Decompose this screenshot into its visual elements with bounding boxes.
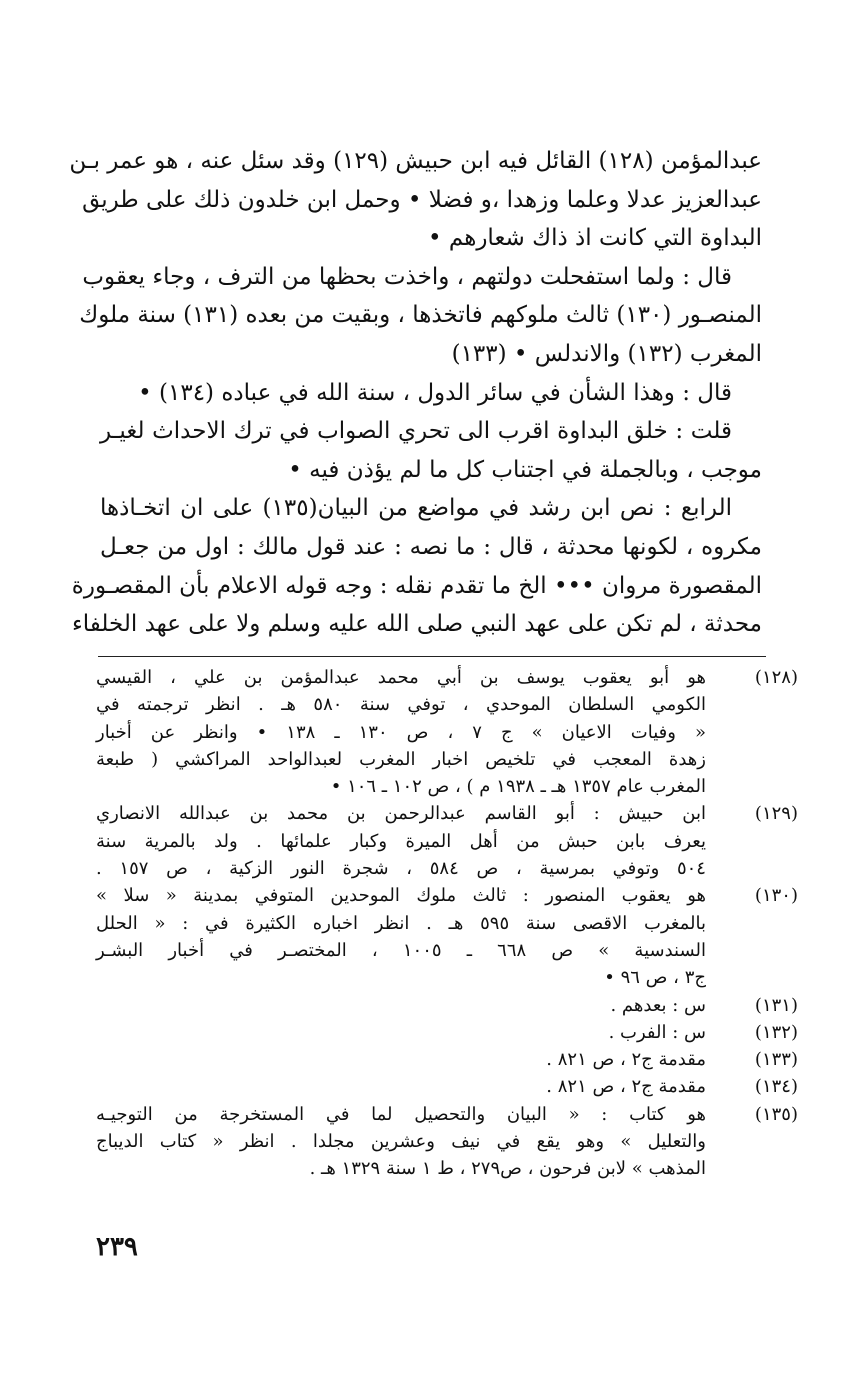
footnote-divider <box>98 656 766 657</box>
footnote <box>96 882 798 991</box>
footnote-number: (١٣٣) <box>754 1049 798 1071</box>
footnote <box>96 800 798 882</box>
footnote-line: بالمغرب الاقصى سنة ٥٩٥ هـ . انظر اخباره الكثيرة في : « الحلل <box>96 912 706 934</box>
footnote-number: (١٣٢) <box>754 1021 798 1043</box>
text-line: محدثة ، لم تكن على عهد النبي صلى الله عليه وسلم ولا على عهد الخلفاء <box>71 611 762 638</box>
text-line: مكروه ، لكونها محدثة ، قال : ما نصه : عند قول مالك : اول من جعـل <box>100 533 762 560</box>
text-line: قلت : خلق البداوة اقرب الى تحري الصواب في ترك الاحداث لغيـر <box>100 418 732 445</box>
footnote <box>96 664 798 800</box>
footnote-line: هو كتاب : « البيان والتحصيل لما في المستخرجة من التوجيـه <box>96 1103 706 1125</box>
footnote <box>96 1073 798 1100</box>
text-line: عبدالمؤمن (١٢٨) القائل فيه ابن حبيش (١٢٩) وقد سئل عنه ، هو عمر بـن <box>69 148 762 174</box>
main-text <box>69 142 762 644</box>
footnote-line: مقدمة ج٢ ، ص ٨٢١ . <box>546 1076 706 1098</box>
footnote <box>96 992 798 1019</box>
footnote-text <box>96 664 706 800</box>
footnote-number: (١٢٩) <box>754 803 798 825</box>
footnote-line: س : بعدهم . <box>610 994 706 1016</box>
footnote-text <box>96 1019 706 1046</box>
footnote-line: ٥٠٤ وتوفي بمرسية ، ص ٥٨٤ ، شجرة النور الزكية ، ص ١٥٧ . <box>96 858 706 880</box>
footnote-line: ابن حبيش : أبو القاسم عبدالرحمن بن محمد بن عبدالله الانصاري <box>96 803 706 825</box>
text-line: البداوة التي كانت اذ ذاك شعارهم • <box>428 225 762 252</box>
footnote-line: المذهب » لابن فرحون ، ص٢٧٩ ، ط ١ سنة ١٣٢٩ هـ . <box>309 1158 706 1180</box>
footnote <box>96 1101 798 1183</box>
footnote-number: (١٣٤) <box>754 1076 798 1098</box>
footnote-text <box>96 1073 706 1100</box>
text-line: موجب ، وبالجملة في اجتناب كل ما لم يؤذن فيه • <box>288 456 762 483</box>
text-line: قال : ولما استفحلت دولتهم ، واخذت بحظها من الترف ، وجاء يعقوب <box>82 263 732 290</box>
text-line: المغرب (١٣٢) والاندلس • (١٣٣) <box>451 340 762 367</box>
footnote-line: والتعليل » وهو يقع في نيف وعشرين مجلدا . انظر « كتاب الديباج <box>96 1131 706 1153</box>
text-line: الرابع : نص ابن رشد في مواضع من البيان(١٣٥) على ان اتخـاذها <box>100 495 732 522</box>
footnote-line: السندسية » ص ٦٦٨ ـ ١٠٠٥ ، المختصـر في أخبار البشـر <box>96 939 707 961</box>
footnote-line: س : الفرب . <box>608 1021 706 1043</box>
footnote-number: (١٢٨) <box>754 667 798 688</box>
footnote-line: « وفيات الاعيان » ج ٧ ، ص ١٣٠ ـ ١٣٨ • وانظر عن أخبار <box>96 721 706 743</box>
footnotes <box>96 664 798 1183</box>
footnote-number: (١٣٥) <box>754 1103 798 1125</box>
footnote-line: الكومي السلطان الموحدي ، توفي سنة ٥٨٠ هـ . انظر ترجمته في <box>96 694 706 716</box>
footnote-text <box>96 992 706 1019</box>
footnote-line: مقدمة ج٢ ، ص ٨٢١ . <box>546 1049 706 1071</box>
footnote-line: يعرف بابن حبش من أهل الميرة وكبار علمائها . ولد بالمرية سنة <box>96 830 706 852</box>
page-number: ٢٣٩ <box>96 1232 138 1262</box>
footnote-line: ج٣ ، ص ٩٦ • <box>604 967 706 989</box>
footnote <box>96 1019 798 1046</box>
footnote-line: زهدة المعجب في تلخيص اخبار المغرب لعبدالواحد المراكشي ( طبعة <box>96 748 706 770</box>
footnote-text <box>96 1046 706 1073</box>
text-line: عبدالعزيز عدلا وعلما وزهدا ،و فضلا • وحمل ابن خلدون ذلك على طريق <box>82 186 762 213</box>
footnote-number: (١٣٠) <box>754 885 798 907</box>
footnote-line: هو يعقوب المنصور : ثالث ملوك الموحدين المتوفي بمدينة « سلا » <box>96 885 706 907</box>
footnote-text <box>96 882 706 991</box>
footnote-number: (١٣١) <box>754 994 798 1016</box>
footnote <box>96 1046 798 1073</box>
footnote-text <box>96 800 706 882</box>
footnote-line: هو أبو يعقوب يوسف بن أبي محمد عبدالمؤمن بن علي ، القيسي <box>96 667 706 688</box>
text-line: المنصـور (١٣٠) ثالث ملوكهم فاتخذها ، وبقيت من بعده (١٣١) سنة ملوك <box>79 302 762 329</box>
footnote-text <box>96 1101 706 1183</box>
text-line: المقصورة مروان ••• الخ ما تقدم نقله : وجه قوله الاعلام بأن المقصـورة <box>71 572 762 599</box>
text-line: قال : وهذا الشأن في سائر الدول ، سنة الله في عباده (١٣٤) • <box>138 379 732 406</box>
footnote-line: المغرب عام ١٣٥٧ هـ ـ ١٩٣٨ م ) ، ص ١٠٢ ـ ١٠٦ • <box>330 776 706 798</box>
